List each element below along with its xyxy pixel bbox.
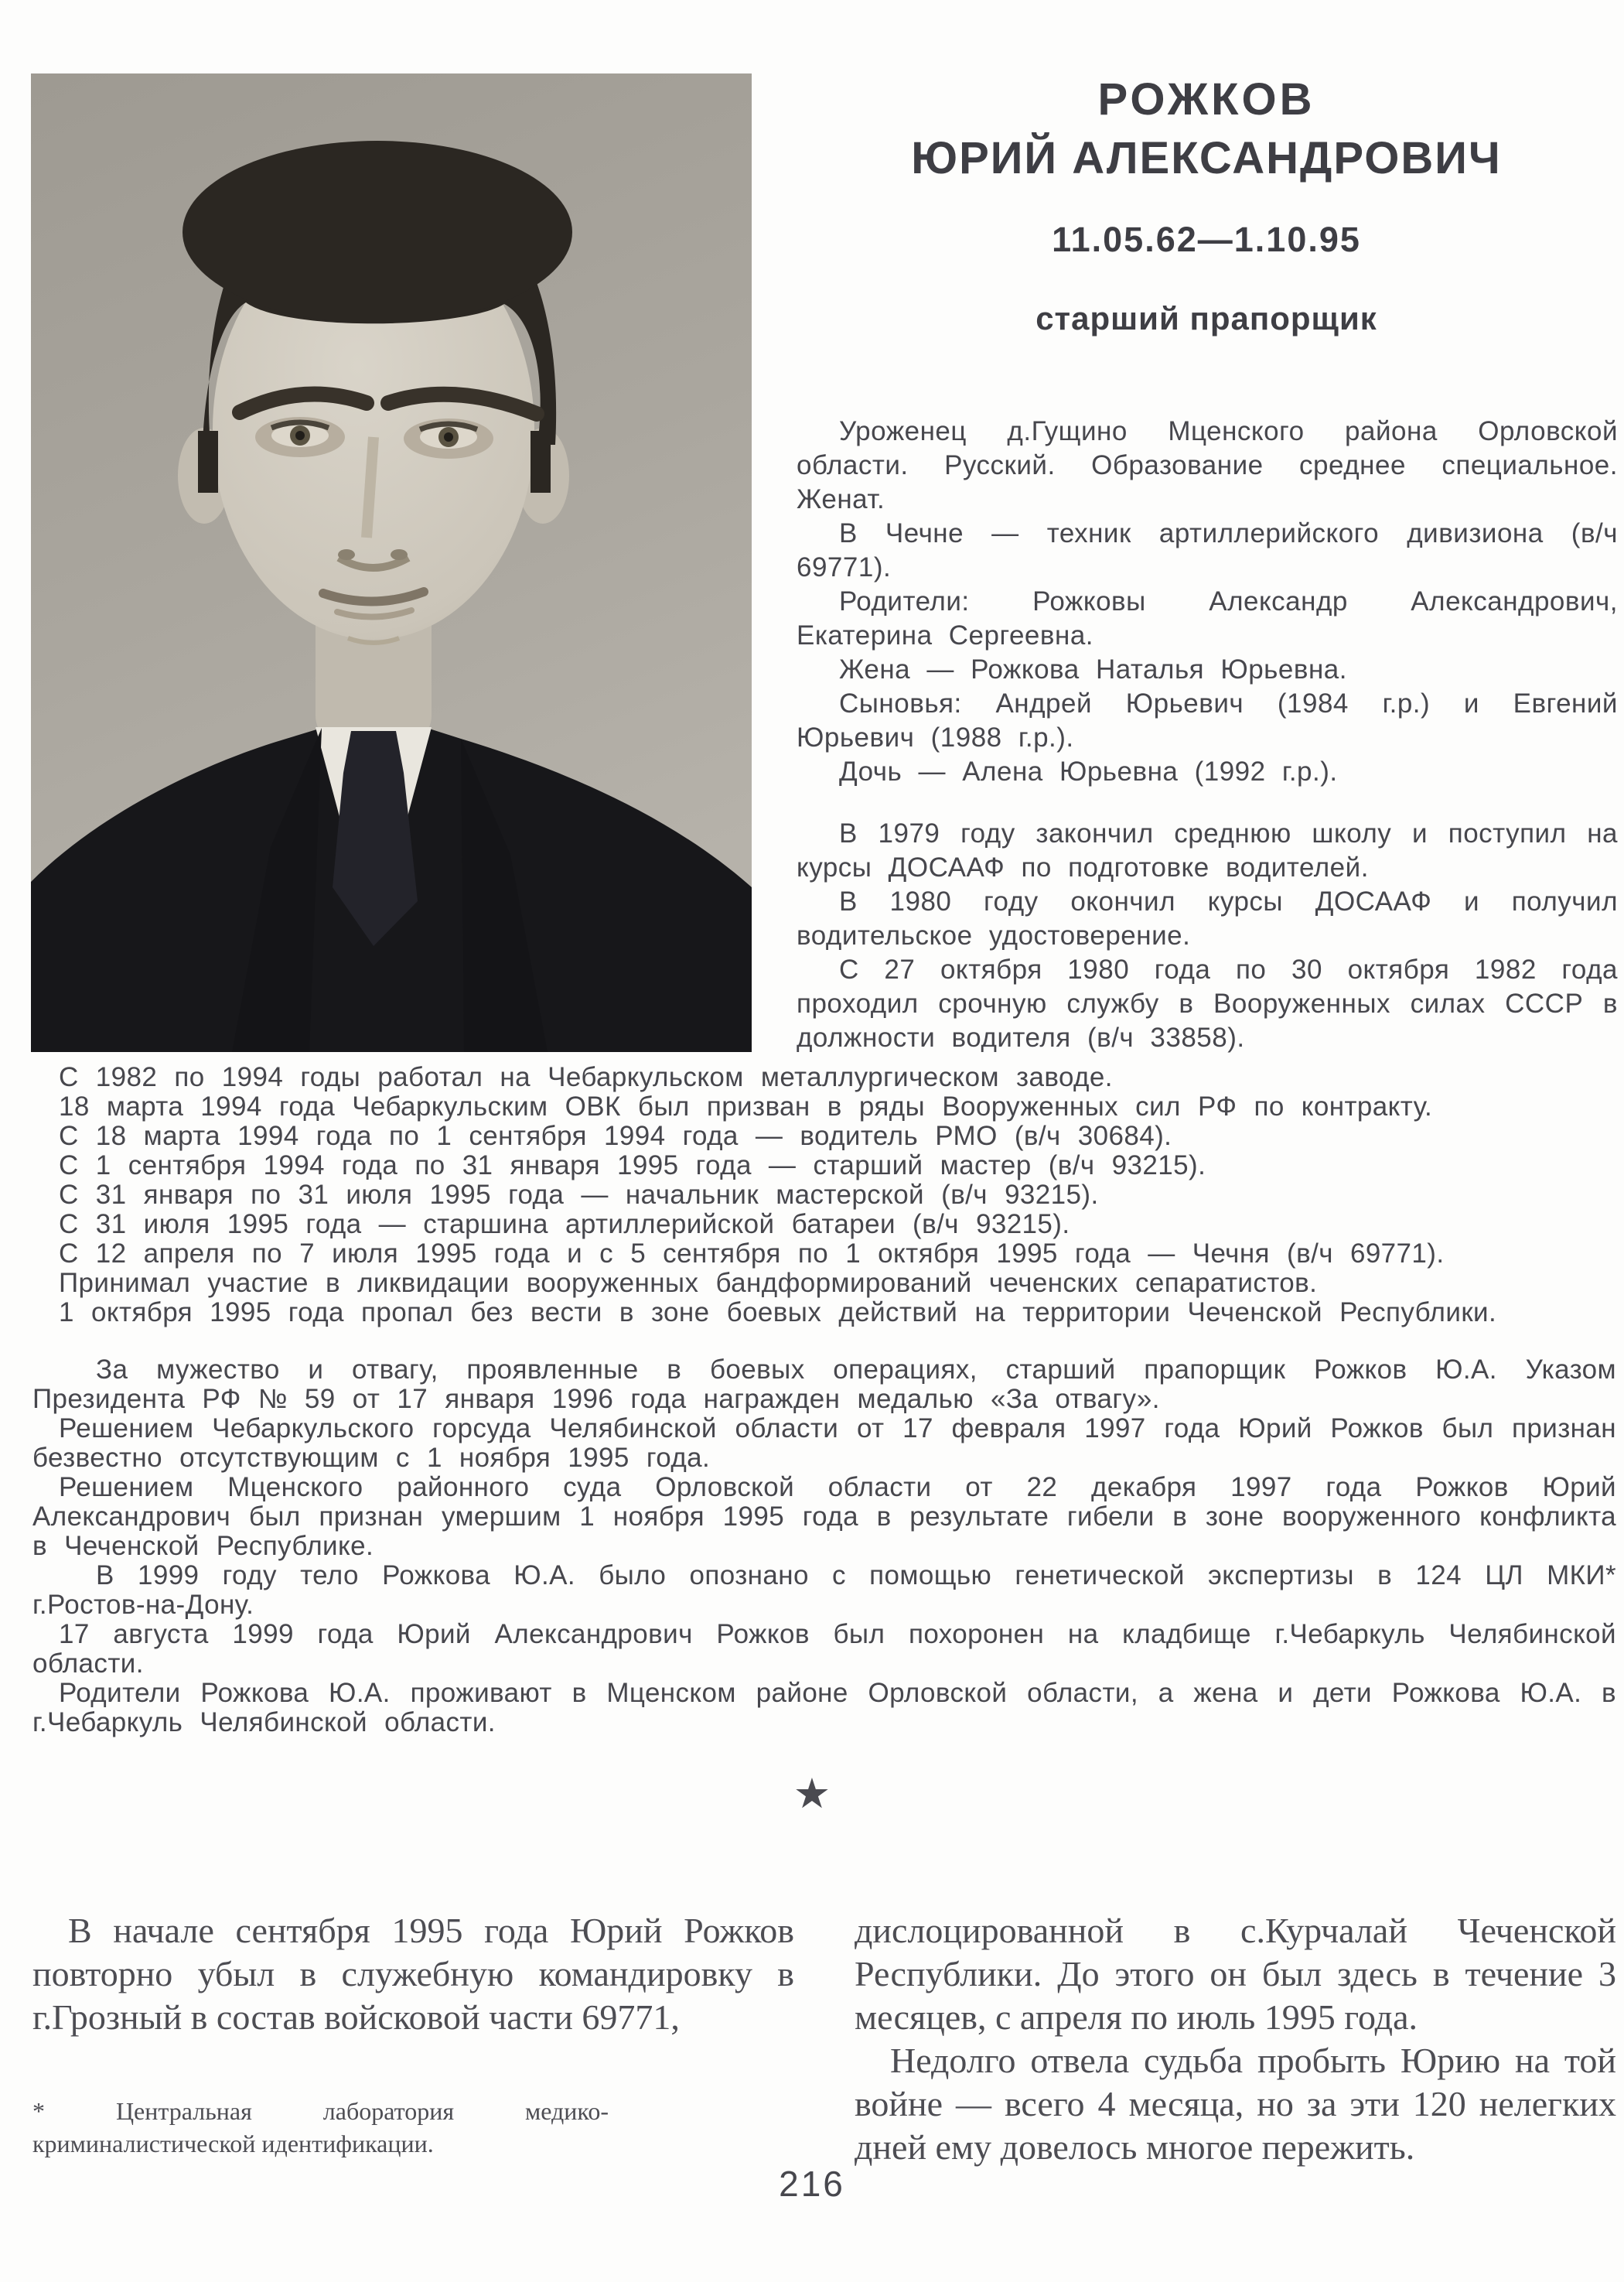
bio-full-width — [32, 1063, 1616, 1737]
bio-paragraph: 1 октября 1995 года пропал без вести в зоне боевых действий на территории Чеченской Республики. — [59, 1297, 1497, 1327]
story-left-column — [32, 1909, 794, 2039]
bio-paragraph: За мужество и отвагу, проявленные в боевых операциях, старший прапорщик Рожков Ю.А. Указом Президента РФ № 59 от 17 января 1996 года награжден медалью «За отвагу». — [32, 1355, 1616, 1414]
bio-paragraph: Дочь — Алена Юрьевна (1992 г.р.). — [839, 757, 1338, 787]
portrait-photo-graphic — [31, 73, 752, 1052]
bio-paragraph: 18 марта 1994 года Чебаркульским ОВК был призван в ряды Вооруженных сил РФ по контракту. — [59, 1091, 1433, 1122]
portrait-photo — [31, 73, 752, 1052]
bio-paragraph: Родители: Рожковы Александр Александрович, Екатерина Сергеевна. — [797, 586, 1618, 651]
bio-paragraph: В 1999 году тело Рожкова Ю.А. было опознано с помощью генетической экспертизы в 124 ЦЛ МКИ* г.Ростов-на-Дону. — [32, 1560, 1616, 1620]
bio-paragraph: С 18 марта 1994 года по 1 сентября 1994 года — водитель РМО (в/ч 30684). — [59, 1121, 1172, 1151]
bio-paragraph: Родители Рожкова Ю.А. проживают в Мценском районе Орловской области, а жена и дети Рожкова Ю.А. в г.Чебаркуль Челябинской области. — [32, 1678, 1616, 1737]
page-title-name: ЮРИЙ АЛЕКСАНДРОВИЧ — [911, 133, 1502, 183]
bio-paragraph: С 31 июля 1995 года — старшина артиллерийской батареи (в/ч 93215). — [59, 1209, 1070, 1239]
footnote: * Центральная лаборатория медико-криминалистической идентификации. — [32, 2097, 609, 2157]
page-number: 216 — [779, 2164, 845, 2204]
life-dates: 11.05.62—1.10.95 — [1052, 220, 1361, 259]
military-rank: старший прапорщик — [1035, 300, 1377, 336]
bio-paragraph: В 1979 году закончил среднюю школу и поступил на курсы ДОСААФ по подготовке водителей. — [797, 818, 1618, 883]
star-divider-icon: ★ — [793, 1771, 831, 1817]
story-paragraph: Недолго отвела судьба пробыть Юрию на той войне — всего 4 месяца, но за эти 120 нелегких дней ему довелось многое пережить. — [855, 2041, 1616, 2167]
story-right-column — [855, 1909, 1616, 2169]
bio-paragraph: С 1 сентября 1994 года по 31 января 1995 года — старший мастер (в/ч 93215). — [59, 1150, 1206, 1180]
bio-paragraph: С 12 апреля по 7 июля 1995 года и с 5 сентября по 1 октября 1995 года — Чечня (в/ч 69771). — [59, 1238, 1445, 1269]
bio-paragraph: Принимал участие в ликвидации вооруженных бандформирований чеченских сепаратистов. — [59, 1268, 1318, 1298]
bio-paragraph: 17 августа 1999 года Юрий Александрович Рожков был похоронен на кладбище г.Чебаркуль Челябинской области. — [32, 1619, 1616, 1679]
bio-paragraph: Решением Мценского районного суда Орловской области от 22 декабря 1997 года Рожков Юрий Александрович был признан умершим 1 ноября 1995 года в результате гибели в зоне вооруженного конфликта в Чеченской Республике. — [32, 1472, 1616, 1561]
bio-paragraph: С 31 января по 31 июля 1995 года — начальник мастерской (в/ч 93215). — [59, 1180, 1099, 1210]
bio-paragraph: В Чечне — техник артиллерийского дивизиона (в/ч 69771). — [797, 518, 1618, 582]
bio-side-column — [797, 415, 1618, 1055]
story-paragraph: В начале сентября 1995 года Юрий Рожков повторно убыл в служебную командировку в г.Грозный в состав войсковой части 69771, — [32, 1911, 794, 2037]
bio-paragraph: Жена — Рожкова Наталья Юрьевна. — [839, 654, 1347, 685]
bio-paragraph: С 27 октября 1980 года по 30 октября 1982 года проходил срочную службу в Вооруженных силах СССР в должности водителя (в/ч 33858). — [797, 955, 1618, 1053]
bio-paragraph: Решением Чебаркульского горсуда Челябинской области от 17 февраля 1997 года Юрий Рожков был признан безвестно отсутствующим с 1 ноября 1995 года. — [32, 1413, 1616, 1473]
header-block — [797, 74, 1616, 337]
story-paragraph: дислоцированной в с.Курчалай Чеченской Республики. До этого он был здесь в течение 3 месяцев, с апреля по июль 1995 года. — [855, 1911, 1616, 2037]
bio-paragraph: В 1980 году окончил курсы ДОСААФ и получил водительское удостоверение. — [797, 886, 1618, 951]
bio-paragraph: Сыновья: Андрей Юрьевич (1984 г.р.) и Евгений Юрьевич (1988 г.р.). — [797, 688, 1618, 753]
bio-paragraph: С 1982 по 1994 годы работал на Чебаркульском металлургическом заводе. — [59, 1062, 1113, 1092]
page-title-surname: РОЖКОВ — [1097, 74, 1315, 125]
bio-paragraph: Уроженец д.Гущино Мценского района Орловской области. Русский. Образование среднее специальное. Женат. — [797, 416, 1618, 514]
